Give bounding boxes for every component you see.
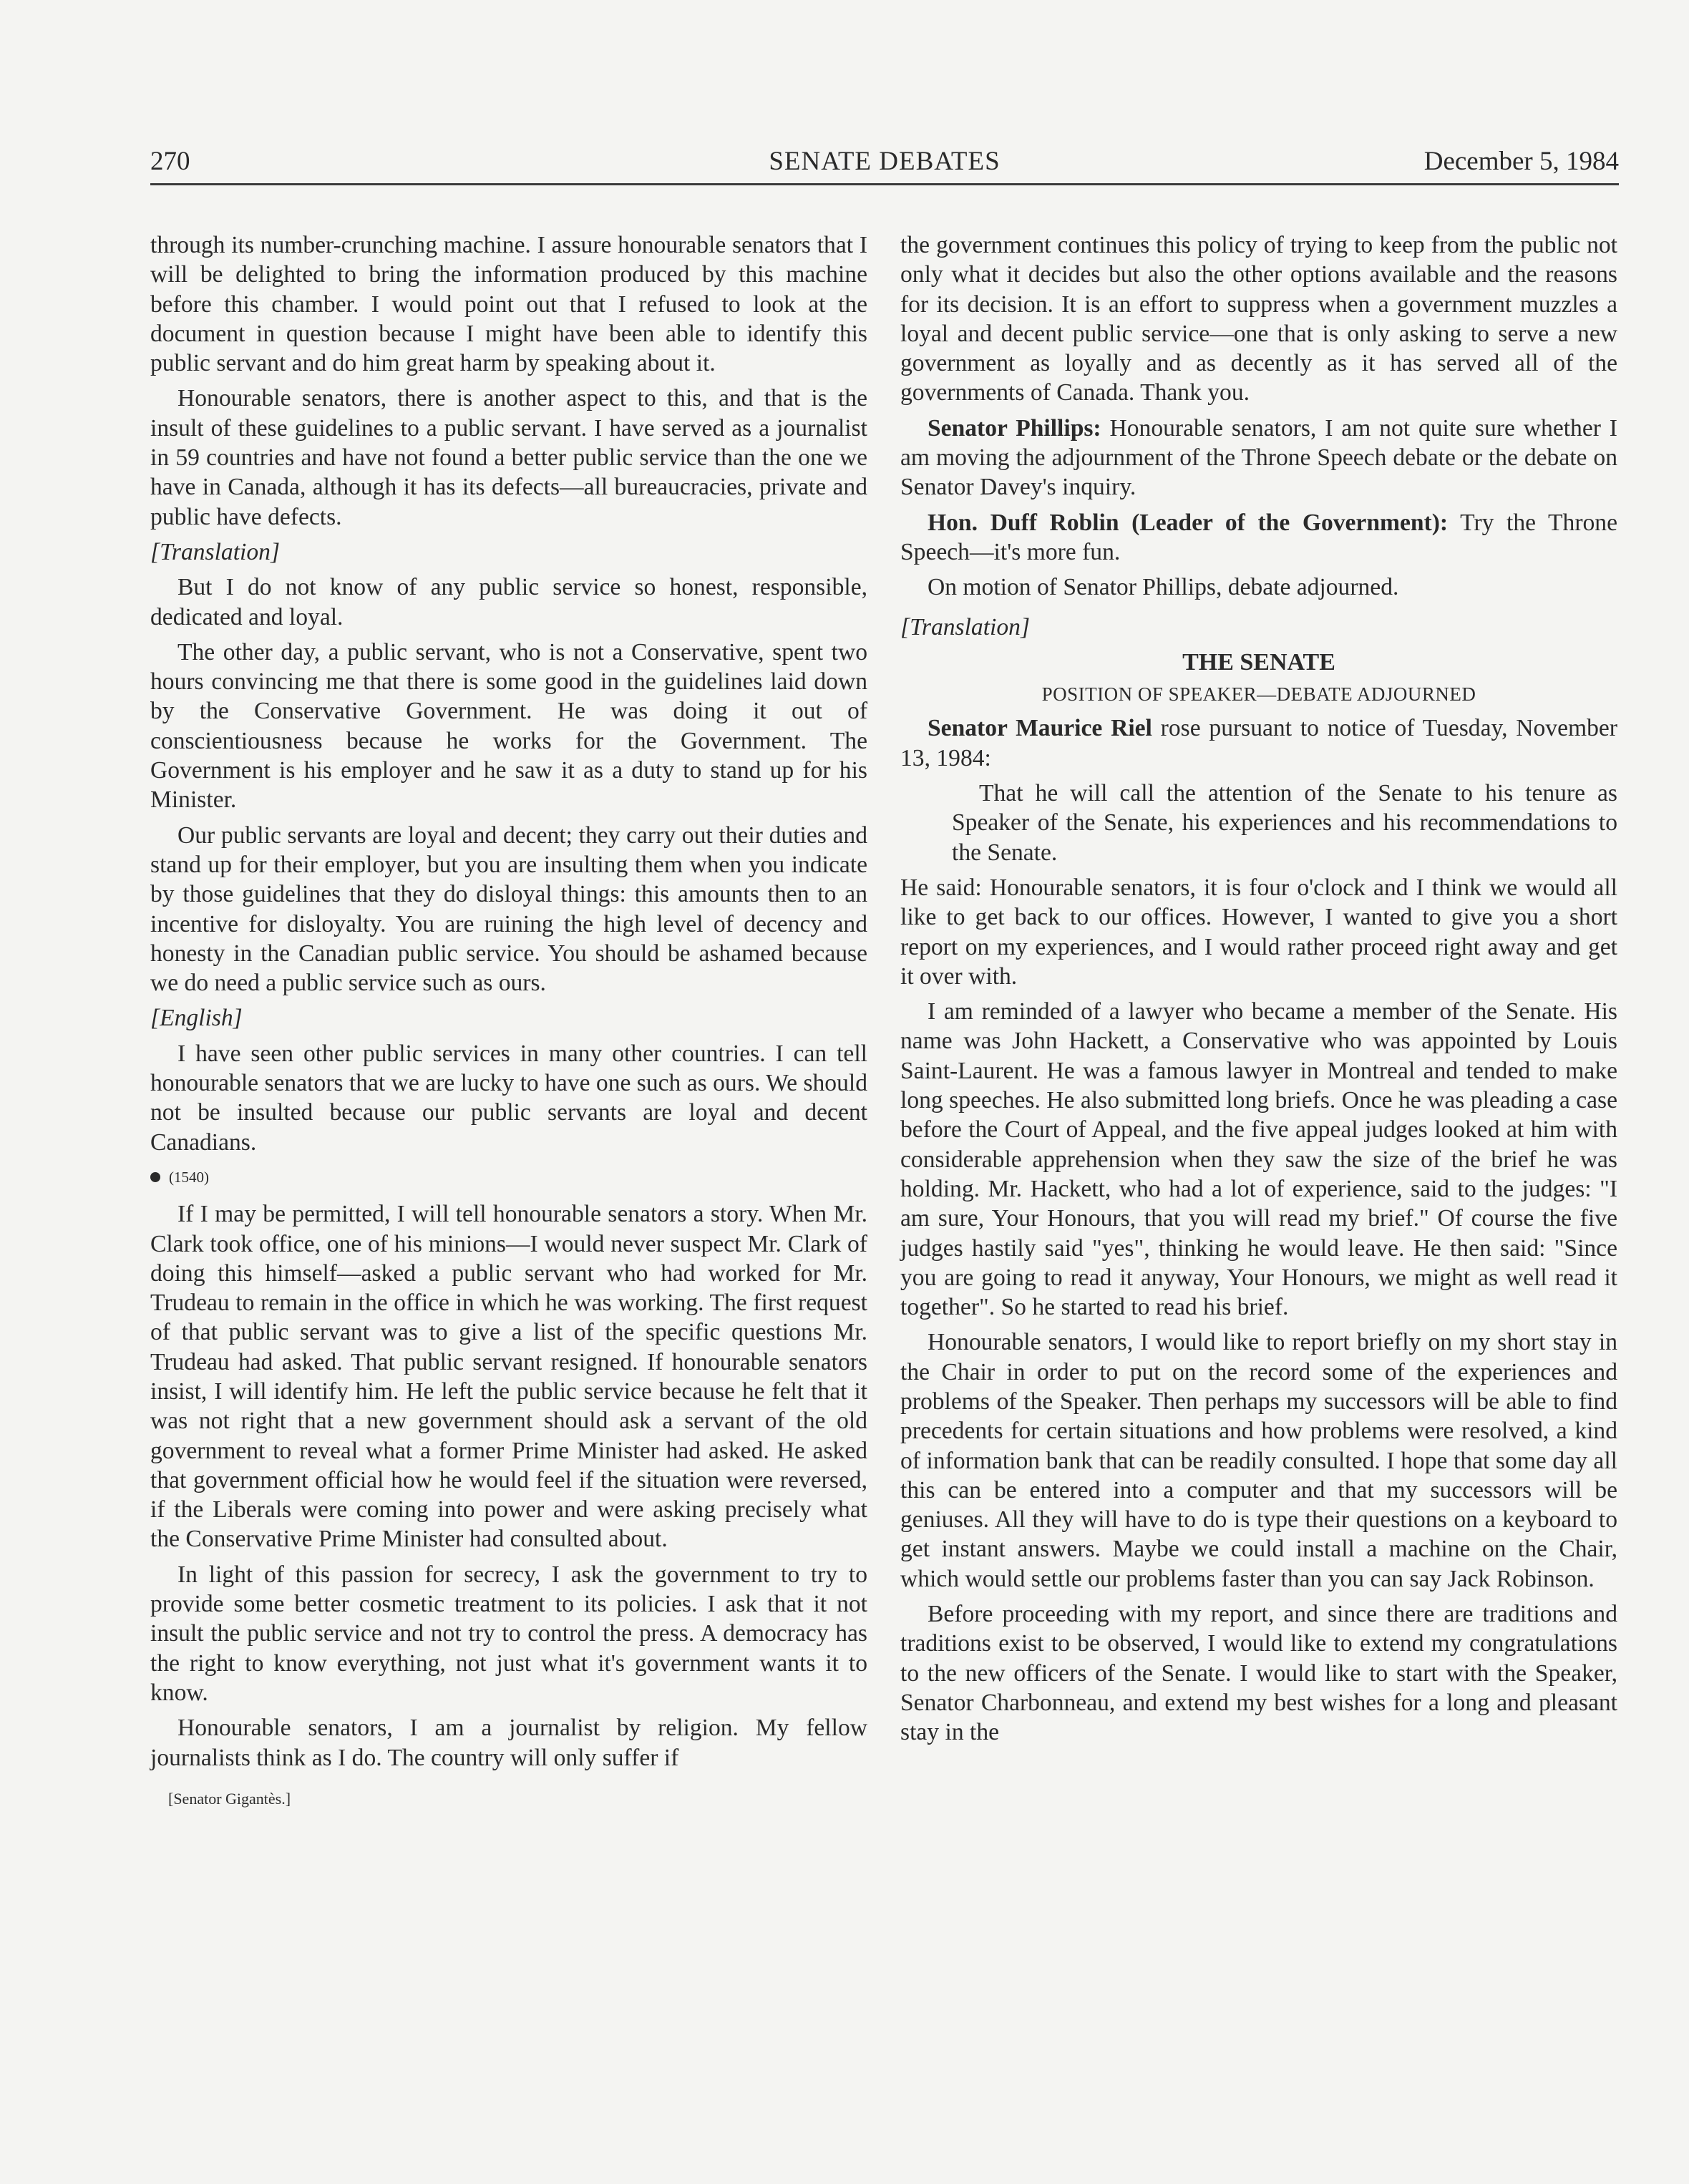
- paragraph: Our public servants are loyal and decent; they carry out their duties and stand up for their employer, but you are insulting them when you indicate by those guidelines that they do disloyal things: this amounts then to an incentive for disloyalty. You are ruining the high level of decency and honesty in the Canadian public service. You should be ashamed because we do need a public service such as ours.: [150, 822, 867, 997]
- paragraph: I am reminded of a lawyer who became a member of the Senate. His name was John Hackett, a Conservative who was appointed by Louis Saint-Laurent. He was a famous lawyer in Montreal and tended to make long speeches. He also submitted long briefs. Once he was pleading a case before the Court of Appeal, and the five appeal judges looked at him with considerable apprehension when they saw the size of the brief he was holding. Mr. Hackett, who had a lot of experience, said to the judges: "I am sure, Your Honours, that you will read my brief." Of course the five judges hastily said "yes", thinking he would leave. He then said: "Since you are going to read it anyway, Your Honours, we might as well read it together". So he started to read his brief.: [900, 998, 1617, 1321]
- publication-title: SENATE DEBATES: [769, 147, 1001, 176]
- bullet-icon: [150, 1172, 160, 1182]
- paragraph: [900, 713, 1617, 773]
- translation-tag: [Translation]: [900, 613, 1031, 640]
- paragraph: through its number-crunching machine. I assure honourable senators that I will be delighted to bring the information produced by this machine before this chamber. I would point out that I refused to look at the document in question because I might have been able to identify this public servant and do him great harm by speaking about it.: [150, 232, 867, 377]
- page-header: [150, 140, 1619, 185]
- section-subheading: POSITION OF SPEAKER—DEBATE ADJOURNED: [1041, 683, 1476, 706]
- section-heading: THE SENATE: [1182, 648, 1335, 676]
- paragraph: He said: Honourable senators, it is four o'clock and I think we would all like to get back to our offices. However, I wanted to give you a short report on my experiences, and I would rather proceed right away and get it over with.: [900, 874, 1617, 990]
- paragraph: the government continues this policy of trying to keep from the public not only what it decides but also the other options available and the reasons for its decision. It is an effort to suppress when a government muzzles a loyal and decent public service—one that is only asking to serve a new government as loyally and as decently as it has served all of the governments of Canada. Thank you.: [900, 232, 1617, 406]
- speech-text: rose pursuant to notice of Tuesday, November 13, 1984:: [900, 715, 1617, 771]
- paragraph: Before proceeding with my report, and since there are traditions and traditions exist to be observed, I would like to extend my congratulations to the new officers of the Senate. I would like to start with the Speaker, Senator Charbonneau, and extend my best wishes for a long and pleasant stay in the: [900, 1601, 1617, 1746]
- right-column: [900, 230, 1617, 1753]
- english-tag: [English]: [150, 1005, 243, 1032]
- paragraph: On motion of Senator Phillips, debate adjourned.: [928, 574, 1399, 601]
- paragraph: Honourable senators, I would like to report briefly on my short stay in the Chair in order to put on the record some of the experiences and problems of the Speaker. Then perhaps my successors will be able to find precedents for certain situations and how problems were resolved, a kind of information bank that can be readily consulted. I hope that some day all this can be entered into a computer and that my successors will be geniuses. All they will have to do is type their questions on a keyboard to get instant answers. Maybe we could install a machine on the Chair, which would settle our problems faster than you can say Jack Robinson.: [900, 1329, 1617, 1592]
- translation-tag: [Translation]: [150, 538, 281, 565]
- time-marker: [150, 1163, 867, 1192]
- speaker-name: Hon. Duff Roblin (Leader of the Government):: [928, 509, 1449, 536]
- paragraph: [900, 508, 1617, 567]
- paragraph: Honourable senators, there is another aspect to this, and that is the insult of these guidelines to a public servant. I have served as a journalist in 59 countries and have not found a better public service than the one we have in Canada, although it has its defects—all bureaucracies, private and public have defects.: [150, 385, 867, 530]
- paragraph: [900, 414, 1617, 502]
- header-date: December 5, 1984: [1423, 147, 1619, 176]
- speaker-name: Senator Maurice Riel: [928, 715, 1152, 742]
- speaker-name: Senator Phillips:: [928, 414, 1101, 442]
- paragraph: In light of this passion for secrecy, I ask the government to try to provide some better cosmetic treatment to its policies. I ask that it not insult the public service and not try to control the press. A democracy has the right to know everything, not just what it's government wants it to know.: [150, 1561, 867, 1706]
- paragraph: But I do not know of any public service so honest, responsible, dedicated and loyal.: [150, 574, 867, 630]
- paragraph: If I may be permitted, I will tell honourable senators a story. When Mr. Clark took office, one of his minions—I would never suspect Mr. Clark of doing this himself—asked a public servant who had worked for Mr. Trudeau to remain in the office in which he was working. The first request of that public servant was to give a list of the specific questions Mr. Trudeau had asked. That public servant resigned. If honourable senators insist, I will identify him. He left the public service because he felt that it was not right that a new government should ask a servant of the old government to reveal what a former Prime Minister had asked. He asked that government official how he would feel if the situation were reversed, if the Liberals were coming into power and were asking precisely what the Conservative Prime Minister had consulted about.: [150, 1201, 867, 1553]
- left-column: [150, 230, 867, 1813]
- time-marker-text: (1540): [169, 1168, 209, 1186]
- paragraph: I have seen other public services in many other countries. I can tell honourable senators that we are lucky to have one such as ours. We should not be insulted because our public servants are loyal and decent Canadians.: [150, 1040, 867, 1156]
- page-number: 270: [150, 147, 190, 176]
- speaker-footer: [Senator Gigantès.]: [168, 1789, 291, 1808]
- speech-text: Try the Throne Speech—it's more fun.: [900, 509, 1618, 565]
- speech-text: Honourable senators, I am not quite sure whether I am moving the adjournment of the Throne Speech debate or the debate on Senator Davey's inquiry.: [900, 414, 1617, 501]
- paragraph: The other day, a public servant, who is not a Conservative, spent two hours convincing me that there is some good in the guidelines laid down by the Conservative Government. He was doing it out of conscientiousness because he works for the Government. The Government is his employer and he saw it as a duty to stand up for his Minister.: [150, 638, 867, 814]
- paragraph: Honourable senators, I am a journalist by religion. My fellow journalists think as I do. The country will only suffer if: [150, 1715, 867, 1771]
- motion-text: That he will call the attention of the Senate to his tenure as Speaker of the Senate, his experiences and his recommendations to the Senate.: [952, 780, 1617, 866]
